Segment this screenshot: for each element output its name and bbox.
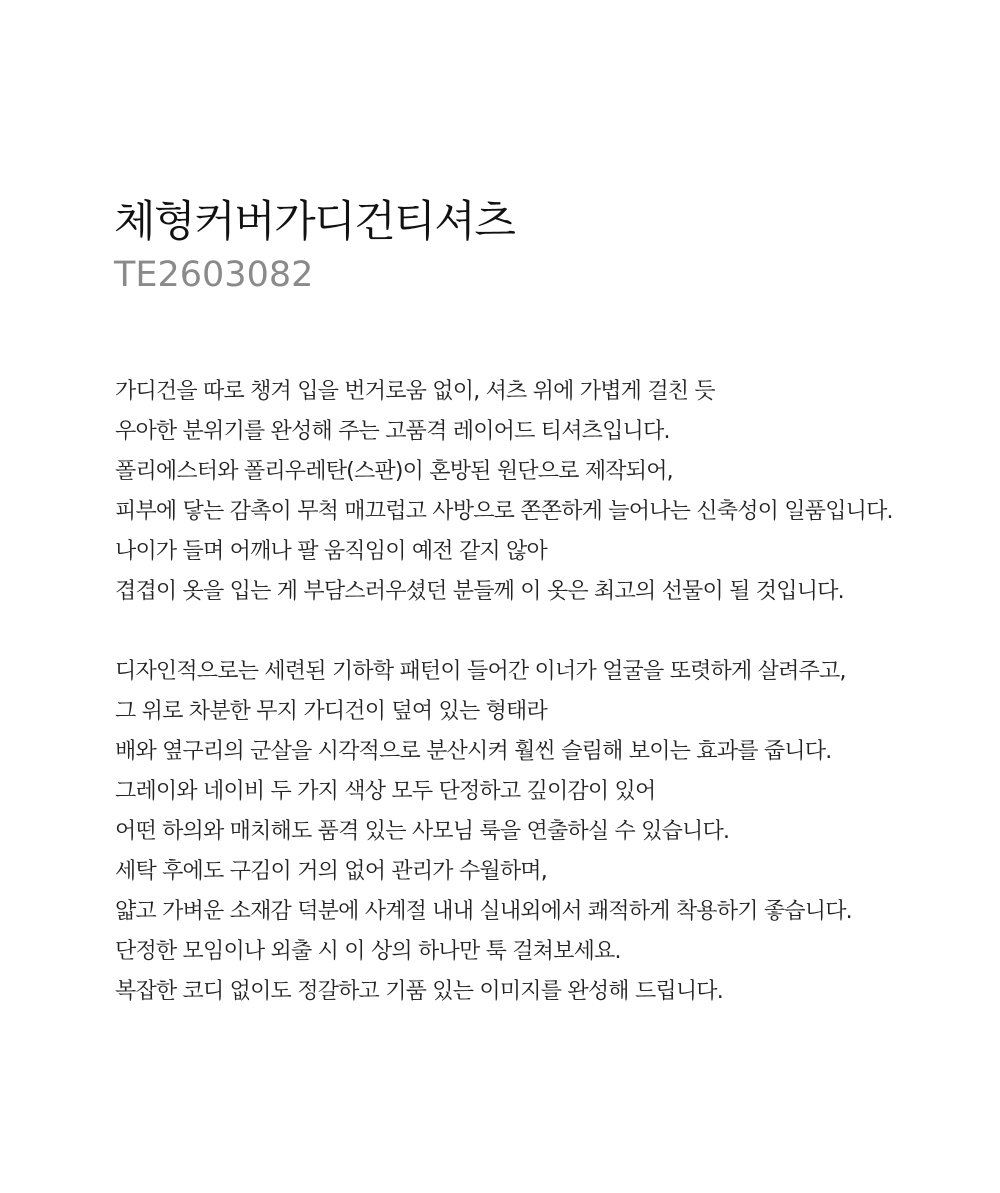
- description-line: 폴리에스터와 폴리우레탄(스판)이 혼방된 원단으로 제작되어,: [115, 459, 673, 484]
- description-line: 디자인적으로는 세련된 기하학 패턴이 들어간 이너가 얼굴을 또렷하게 살려주고,: [115, 659, 846, 684]
- description-line: 겹겹이 옷을 입는 게 부담스러우셨던 분들께 이 옷은 최고의 선물이 될 것입니다.: [115, 579, 844, 604]
- description-line: 우아한 분위기를 완성해 주는 고품격 레이어드 티셔츠입니다.: [115, 419, 670, 444]
- description-line: 가디건을 따로 챙겨 입을 번거로움 없이, 셔츠 위에 가볍게 걸친 듯: [115, 379, 715, 404]
- description-line: 그 위로 차분한 무지 가디건이 덮여 있는 형태라: [115, 699, 547, 724]
- description-line: 얇고 가벼운 소재감 덕분에 사계절 내내 실내외에서 쾌적하게 착용하기 좋습니다.: [115, 899, 852, 924]
- description-line: 복잡한 코디 없이도 정갈하고 기품 있는 이미지를 완성해 드립니다.: [115, 979, 723, 1004]
- description-line: 피부에 닿는 감촉이 무척 매끄럽고 사방으로 쫀쫀하게 늘어나는 신축성이 일품입니다.: [115, 499, 893, 524]
- description-line: 세탁 후에도 구김이 거의 없어 관리가 수월하며,: [115, 859, 547, 884]
- description-paragraph-1: [115, 372, 985, 612]
- product-title: 체형커버가디건티셔츠: [114, 197, 515, 247]
- product-header: [114, 192, 974, 298]
- product-description: [115, 372, 985, 1052]
- description-line: 어떤 하의와 매치해도 품격 있는 사모님 룩을 연출하실 수 있습니다.: [115, 819, 730, 844]
- description-line: 그레이와 네이비 두 가지 색상 모두 단정하고 깊이감이 있어: [115, 779, 656, 804]
- description-line: 단정한 모임이나 외출 시 이 상의 하나만 툭 걸쳐보세요.: [115, 939, 621, 964]
- product-code: TE2603082: [114, 255, 314, 295]
- description-paragraph-2: [115, 652, 985, 1012]
- description-line: 배와 옆구리의 군살을 시각적으로 분산시켜 훨씬 슬림해 보이는 효과를 줍니다.: [115, 739, 832, 764]
- description-line: 나이가 들며 어깨나 팔 움직임이 예전 같지 않아: [115, 539, 547, 564]
